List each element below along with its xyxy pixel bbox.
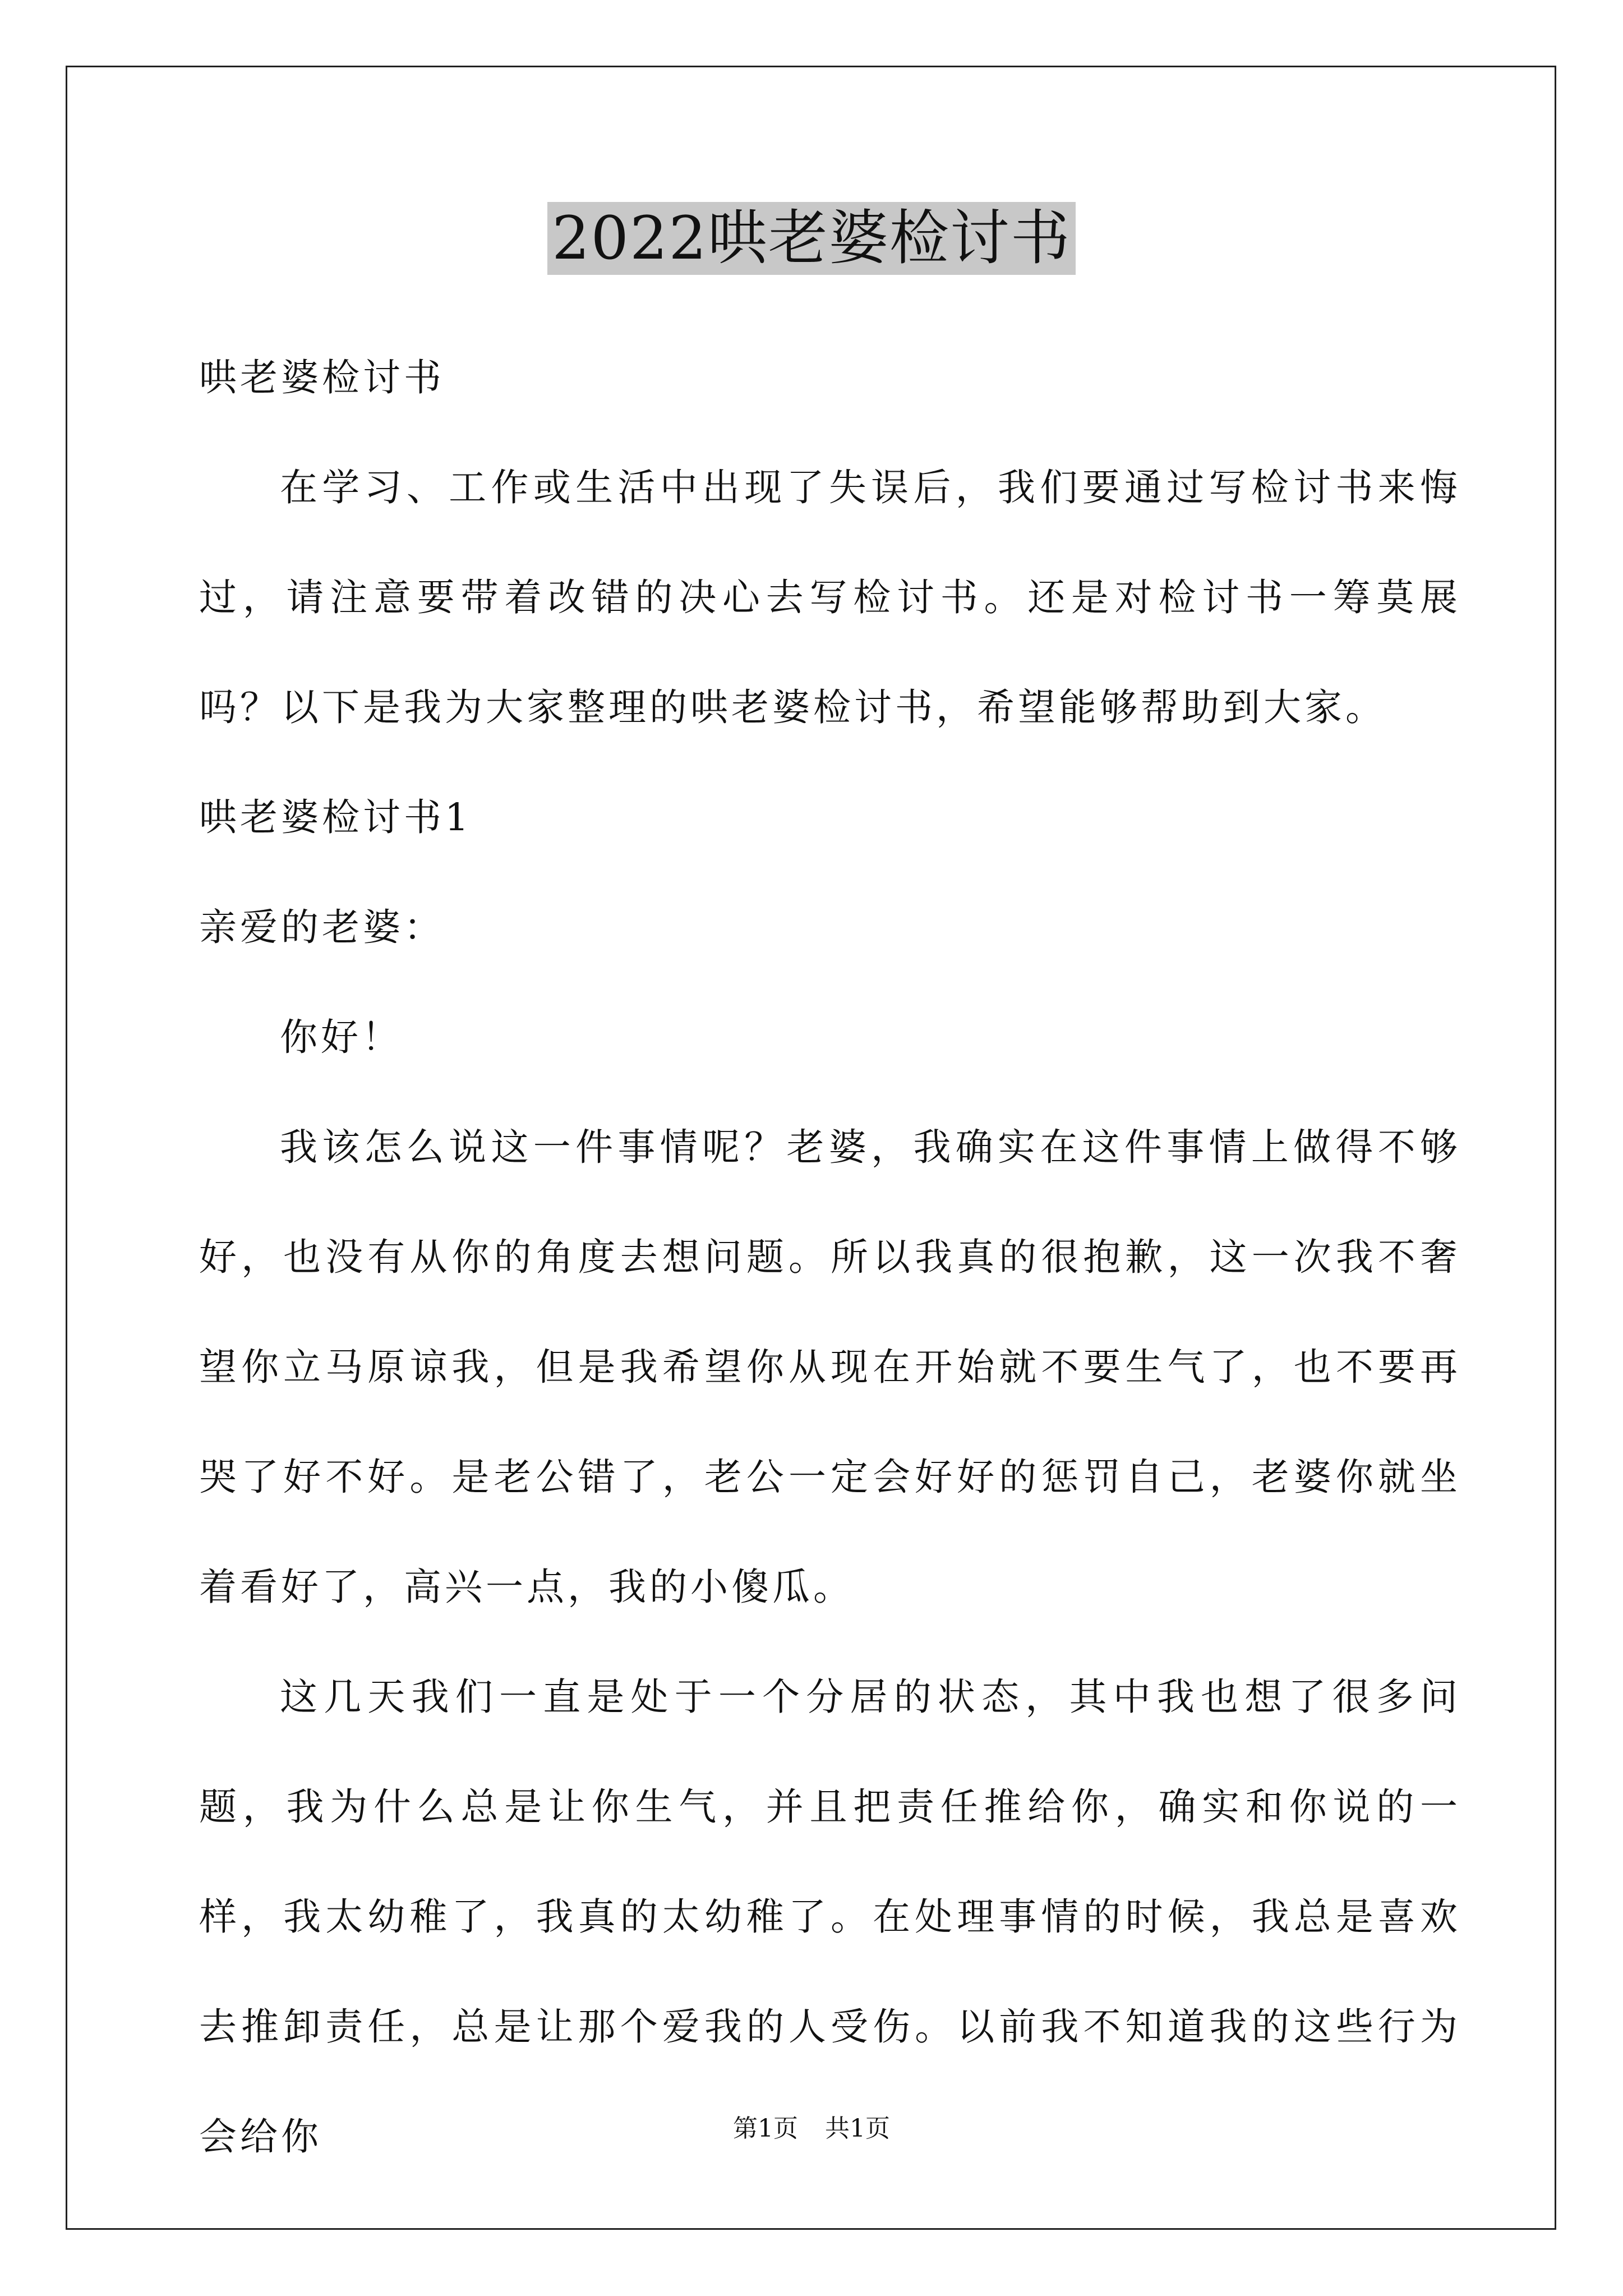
paragraph: 我该怎么说这一件事情呢？老婆，我确实在这件事情上做得不够好，也没有从你的角度去想问题。所以我真的很抱歉，这一次我不奢望你立马原谅我，但是我希望你从现在开始就不要生气了，也不要再哭了好不好。是老公错了，老公一定会好好的惩罚自己，老婆你就坐着看好了，高兴一点，我的小傻瓜。 [199, 1125, 1461, 1609]
page-number: 第1页 [733, 2114, 798, 2143]
paragraph: 在学习、工作或生活中出现了失误后，我们要通过写检讨书来悔过，请注意要带着改错的决心去写检讨书。还是对检讨书一筹莫展吗？以下是我为大家整理的哄老婆检讨书，希望能够帮助到大家。 [199, 466, 1461, 729]
page-total: 共1页 [825, 2114, 890, 2143]
paragraph: 哄老婆检讨书1 [199, 795, 472, 839]
document-title: 2022哄老婆检讨书 [547, 202, 1076, 275]
paragraph: 哄老婆检讨书 [199, 356, 445, 399]
document-body [199, 323, 1461, 2192]
paragraph: 亲爱的老婆： [199, 905, 445, 949]
title-container [0, 202, 1623, 275]
paragraph: 你好！ [280, 1015, 403, 1059]
page-footer [0, 2112, 1623, 2146]
paragraph: 这几天我们一直是处于一个分居的状态，其中我也想了很多问题，我为什么总是让你生气，并且把责任推给你，确实和你说的一样，我太幼稚了，我真的太幼稚了。在处理事情的时候，我总是喜欢去推卸责任，总是让那个爱我的人受伤。以前我不知道我的这些行为会给你 [199, 1675, 1461, 2159]
